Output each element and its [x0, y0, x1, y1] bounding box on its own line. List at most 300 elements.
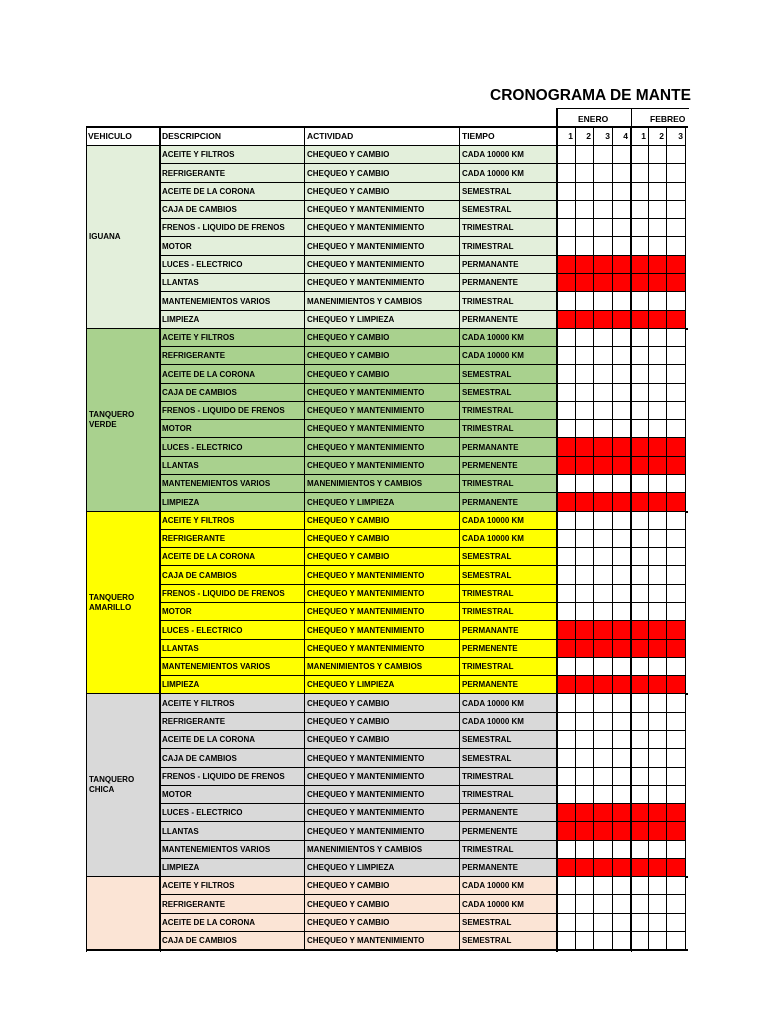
week-cell[interactable]: [594, 713, 613, 731]
week-cell[interactable]: [557, 164, 576, 183]
week-cell[interactable]: [557, 292, 576, 311]
week-cell[interactable]: [667, 493, 686, 512]
week-cell[interactable]: [613, 512, 631, 530]
week-cell[interactable]: [649, 786, 667, 804]
week-cell[interactable]: [557, 548, 576, 566]
week-cell[interactable]: [576, 804, 594, 822]
week-cell[interactable]: [649, 274, 667, 292]
week-cell[interactable]: [594, 749, 613, 768]
week-cell[interactable]: [667, 749, 686, 768]
week-cell[interactable]: [631, 329, 649, 347]
week-cell[interactable]: [557, 603, 576, 621]
week-cell[interactable]: [649, 621, 667, 640]
week-cell[interactable]: [667, 804, 686, 822]
week-cell[interactable]: [613, 219, 631, 237]
week-cell[interactable]: [613, 183, 631, 201]
week-cell[interactable]: [613, 311, 631, 329]
week-cell[interactable]: [649, 347, 667, 365]
week-cell[interactable]: [557, 219, 576, 237]
week-cell[interactable]: [613, 548, 631, 566]
week-cell[interactable]: [631, 585, 649, 603]
week-cell[interactable]: [649, 420, 667, 438]
week-cell[interactable]: [667, 932, 686, 950]
week-cell[interactable]: [557, 475, 576, 493]
week-cell[interactable]: [631, 402, 649, 420]
week-cell[interactable]: [667, 438, 686, 457]
week-cell[interactable]: [649, 822, 667, 841]
week-cell[interactable]: [631, 347, 649, 365]
week-cell[interactable]: [557, 841, 576, 859]
week-cell[interactable]: [557, 566, 576, 585]
week-cell[interactable]: [594, 384, 613, 402]
week-cell[interactable]: [649, 512, 667, 530]
week-cell[interactable]: [576, 713, 594, 731]
week-cell[interactable]: [576, 566, 594, 585]
week-cell[interactable]: [557, 731, 576, 749]
week-cell[interactable]: [649, 292, 667, 311]
week-cell[interactable]: [631, 438, 649, 457]
week-cell[interactable]: [594, 292, 613, 311]
week-cell[interactable]: [649, 841, 667, 859]
week-cell[interactable]: [557, 329, 576, 347]
week-cell[interactable]: [613, 914, 631, 932]
week-cell[interactable]: [594, 347, 613, 365]
week-cell[interactable]: [667, 384, 686, 402]
week-cell[interactable]: [631, 731, 649, 749]
week-cell[interactable]: [649, 877, 667, 895]
week-cell[interactable]: [594, 566, 613, 585]
week-cell[interactable]: [576, 365, 594, 384]
week-cell[interactable]: [649, 201, 667, 219]
week-cell[interactable]: [613, 164, 631, 183]
week-cell[interactable]: [613, 201, 631, 219]
week-cell[interactable]: [631, 822, 649, 841]
week-cell[interactable]: [594, 822, 613, 841]
week-cell[interactable]: [649, 146, 667, 164]
week-cell[interactable]: [594, 365, 613, 384]
week-cell[interactable]: [594, 877, 613, 895]
week-cell[interactable]: [613, 585, 631, 603]
week-cell[interactable]: [649, 658, 667, 676]
week-cell[interactable]: [613, 274, 631, 292]
week-cell[interactable]: [594, 420, 613, 438]
week-cell[interactable]: [631, 694, 649, 713]
week-cell[interactable]: [594, 694, 613, 713]
week-cell[interactable]: [649, 932, 667, 950]
week-cell[interactable]: [576, 237, 594, 256]
week-cell[interactable]: [576, 786, 594, 804]
week-cell[interactable]: [667, 621, 686, 640]
week-cell[interactable]: [594, 585, 613, 603]
week-cell[interactable]: [667, 164, 686, 183]
week-cell[interactable]: [631, 749, 649, 768]
week-cell[interactable]: [613, 493, 631, 512]
week-cell[interactable]: [649, 731, 667, 749]
week-cell[interactable]: [557, 402, 576, 420]
week-cell[interactable]: [576, 768, 594, 786]
week-cell[interactable]: [667, 585, 686, 603]
week-cell[interactable]: [667, 365, 686, 384]
week-cell[interactable]: [667, 841, 686, 859]
week-cell[interactable]: [594, 274, 613, 292]
week-cell[interactable]: [667, 420, 686, 438]
week-cell[interactable]: [631, 365, 649, 384]
week-cell[interactable]: [649, 402, 667, 420]
week-cell[interactable]: [576, 585, 594, 603]
week-cell[interactable]: [667, 694, 686, 713]
week-cell[interactable]: [594, 438, 613, 457]
week-cell[interactable]: [557, 713, 576, 731]
week-cell[interactable]: [576, 347, 594, 365]
week-cell[interactable]: [631, 640, 649, 658]
week-cell[interactable]: [649, 329, 667, 347]
week-cell[interactable]: [594, 237, 613, 256]
week-cell[interactable]: [667, 676, 686, 694]
week-cell[interactable]: [576, 512, 594, 530]
week-cell[interactable]: [667, 183, 686, 201]
week-cell[interactable]: [557, 804, 576, 822]
week-cell[interactable]: [631, 804, 649, 822]
week-cell[interactable]: [576, 493, 594, 512]
week-cell[interactable]: [667, 347, 686, 365]
week-cell[interactable]: [631, 548, 649, 566]
week-cell[interactable]: [576, 420, 594, 438]
week-cell[interactable]: [594, 493, 613, 512]
week-cell[interactable]: [576, 274, 594, 292]
week-cell[interactable]: [649, 256, 667, 274]
week-cell[interactable]: [613, 420, 631, 438]
week-cell[interactable]: [557, 786, 576, 804]
week-cell[interactable]: [576, 438, 594, 457]
week-cell[interactable]: [649, 530, 667, 548]
week-cell[interactable]: [649, 493, 667, 512]
week-cell[interactable]: [667, 895, 686, 914]
week-cell[interactable]: [631, 493, 649, 512]
week-cell[interactable]: [631, 859, 649, 877]
week-cell[interactable]: [613, 292, 631, 311]
week-cell[interactable]: [557, 530, 576, 548]
week-cell[interactable]: [576, 658, 594, 676]
week-cell[interactable]: [576, 731, 594, 749]
week-cell[interactable]: [613, 786, 631, 804]
week-cell[interactable]: [649, 914, 667, 932]
week-cell[interactable]: [613, 932, 631, 950]
week-cell[interactable]: [557, 768, 576, 786]
week-cell[interactable]: [594, 841, 613, 859]
week-cell[interactable]: [649, 566, 667, 585]
week-cell[interactable]: [594, 402, 613, 420]
week-cell[interactable]: [649, 640, 667, 658]
week-cell[interactable]: [631, 384, 649, 402]
week-cell[interactable]: [649, 365, 667, 384]
week-cell[interactable]: [649, 694, 667, 713]
week-cell[interactable]: [667, 237, 686, 256]
week-cell[interactable]: [557, 457, 576, 475]
week-cell[interactable]: [594, 183, 613, 201]
week-cell[interactable]: [613, 256, 631, 274]
week-cell[interactable]: [631, 530, 649, 548]
week-cell[interactable]: [667, 914, 686, 932]
week-cell[interactable]: [613, 237, 631, 256]
week-cell[interactable]: [557, 749, 576, 768]
week-cell[interactable]: [667, 274, 686, 292]
week-cell[interactable]: [576, 146, 594, 164]
week-cell[interactable]: [576, 694, 594, 713]
week-cell[interactable]: [557, 237, 576, 256]
week-cell[interactable]: [557, 895, 576, 914]
week-cell[interactable]: [667, 658, 686, 676]
week-cell[interactable]: [576, 914, 594, 932]
week-cell[interactable]: [631, 566, 649, 585]
week-cell[interactable]: [594, 201, 613, 219]
week-cell[interactable]: [667, 292, 686, 311]
week-cell[interactable]: [576, 457, 594, 475]
week-cell[interactable]: [594, 164, 613, 183]
week-cell[interactable]: [613, 475, 631, 493]
week-cell[interactable]: [649, 237, 667, 256]
week-cell[interactable]: [649, 548, 667, 566]
week-cell[interactable]: [576, 859, 594, 877]
week-cell[interactable]: [576, 603, 594, 621]
week-cell[interactable]: [576, 676, 594, 694]
week-cell[interactable]: [613, 841, 631, 859]
week-cell[interactable]: [557, 438, 576, 457]
week-cell[interactable]: [594, 786, 613, 804]
week-cell[interactable]: [557, 256, 576, 274]
week-cell[interactable]: [594, 603, 613, 621]
week-cell[interactable]: [557, 859, 576, 877]
week-cell[interactable]: [557, 384, 576, 402]
week-cell[interactable]: [613, 822, 631, 841]
week-cell[interactable]: [631, 676, 649, 694]
week-cell[interactable]: [631, 895, 649, 914]
week-cell[interactable]: [576, 749, 594, 768]
week-cell[interactable]: [594, 658, 613, 676]
week-cell[interactable]: [594, 457, 613, 475]
week-cell[interactable]: [613, 804, 631, 822]
week-cell[interactable]: [667, 640, 686, 658]
week-cell[interactable]: [631, 658, 649, 676]
week-cell[interactable]: [594, 676, 613, 694]
week-cell[interactable]: [649, 713, 667, 731]
week-cell[interactable]: [667, 603, 686, 621]
week-cell[interactable]: [613, 329, 631, 347]
week-cell[interactable]: [576, 640, 594, 658]
week-cell[interactable]: [613, 731, 631, 749]
week-cell[interactable]: [576, 164, 594, 183]
week-cell[interactable]: [631, 841, 649, 859]
week-cell[interactable]: [667, 402, 686, 420]
week-cell[interactable]: [631, 274, 649, 292]
week-cell[interactable]: [667, 530, 686, 548]
week-cell[interactable]: [576, 384, 594, 402]
week-cell[interactable]: [613, 658, 631, 676]
week-cell[interactable]: [649, 183, 667, 201]
week-cell[interactable]: [667, 877, 686, 895]
week-cell[interactable]: [613, 530, 631, 548]
week-cell[interactable]: [631, 877, 649, 895]
week-cell[interactable]: [557, 493, 576, 512]
week-cell[interactable]: [649, 384, 667, 402]
week-cell[interactable]: [667, 859, 686, 877]
week-cell[interactable]: [576, 311, 594, 329]
week-cell[interactable]: [594, 256, 613, 274]
week-cell[interactable]: [667, 457, 686, 475]
week-cell[interactable]: [613, 694, 631, 713]
week-cell[interactable]: [594, 548, 613, 566]
week-cell[interactable]: [594, 311, 613, 329]
week-cell[interactable]: [667, 219, 686, 237]
week-cell[interactable]: [667, 548, 686, 566]
week-cell[interactable]: [613, 859, 631, 877]
week-cell[interactable]: [613, 676, 631, 694]
week-cell[interactable]: [576, 201, 594, 219]
week-cell[interactable]: [613, 640, 631, 658]
week-cell[interactable]: [649, 475, 667, 493]
week-cell[interactable]: [576, 841, 594, 859]
week-cell[interactable]: [649, 676, 667, 694]
week-cell[interactable]: [631, 457, 649, 475]
week-cell[interactable]: [594, 895, 613, 914]
week-cell[interactable]: [576, 329, 594, 347]
week-cell[interactable]: [613, 895, 631, 914]
week-cell[interactable]: [576, 475, 594, 493]
week-cell[interactable]: [613, 438, 631, 457]
week-cell[interactable]: [594, 530, 613, 548]
week-cell[interactable]: [631, 420, 649, 438]
week-cell[interactable]: [631, 292, 649, 311]
week-cell[interactable]: [576, 219, 594, 237]
week-cell[interactable]: [557, 914, 576, 932]
week-cell[interactable]: [613, 621, 631, 640]
week-cell[interactable]: [557, 822, 576, 841]
week-cell[interactable]: [594, 621, 613, 640]
week-cell[interactable]: [557, 585, 576, 603]
week-cell[interactable]: [557, 201, 576, 219]
week-cell[interactable]: [557, 311, 576, 329]
week-cell[interactable]: [576, 822, 594, 841]
week-cell[interactable]: [613, 347, 631, 365]
week-cell[interactable]: [631, 475, 649, 493]
week-cell[interactable]: [613, 146, 631, 164]
week-cell[interactable]: [667, 566, 686, 585]
week-cell[interactable]: [667, 146, 686, 164]
week-cell[interactable]: [649, 804, 667, 822]
week-cell[interactable]: [649, 895, 667, 914]
week-cell[interactable]: [649, 768, 667, 786]
week-cell[interactable]: [649, 311, 667, 329]
week-cell[interactable]: [631, 311, 649, 329]
week-cell[interactable]: [649, 219, 667, 237]
week-cell[interactable]: [667, 768, 686, 786]
week-cell[interactable]: [576, 621, 594, 640]
week-cell[interactable]: [613, 457, 631, 475]
week-cell[interactable]: [631, 237, 649, 256]
week-cell[interactable]: [631, 621, 649, 640]
week-cell[interactable]: [594, 768, 613, 786]
week-cell[interactable]: [649, 603, 667, 621]
week-cell[interactable]: [631, 201, 649, 219]
week-cell[interactable]: [557, 932, 576, 950]
week-cell[interactable]: [649, 164, 667, 183]
week-cell[interactable]: [631, 164, 649, 183]
week-cell[interactable]: [557, 183, 576, 201]
week-cell[interactable]: [576, 402, 594, 420]
week-cell[interactable]: [631, 603, 649, 621]
week-cell[interactable]: [631, 914, 649, 932]
week-cell[interactable]: [631, 512, 649, 530]
week-cell[interactable]: [613, 566, 631, 585]
week-cell[interactable]: [576, 895, 594, 914]
week-cell[interactable]: [594, 914, 613, 932]
week-cell[interactable]: [667, 256, 686, 274]
week-cell[interactable]: [557, 146, 576, 164]
week-cell[interactable]: [594, 146, 613, 164]
week-cell[interactable]: [667, 311, 686, 329]
week-cell[interactable]: [631, 786, 649, 804]
week-cell[interactable]: [594, 329, 613, 347]
week-cell[interactable]: [613, 365, 631, 384]
week-cell[interactable]: [576, 548, 594, 566]
week-cell[interactable]: [631, 183, 649, 201]
week-cell[interactable]: [557, 420, 576, 438]
week-cell[interactable]: [631, 713, 649, 731]
week-cell[interactable]: [576, 877, 594, 895]
week-cell[interactable]: [557, 694, 576, 713]
week-cell[interactable]: [667, 786, 686, 804]
week-cell[interactable]: [594, 475, 613, 493]
week-cell[interactable]: [557, 658, 576, 676]
week-cell[interactable]: [576, 932, 594, 950]
week-cell[interactable]: [557, 512, 576, 530]
week-cell[interactable]: [576, 256, 594, 274]
week-cell[interactable]: [613, 603, 631, 621]
week-cell[interactable]: [594, 731, 613, 749]
week-cell[interactable]: [613, 877, 631, 895]
week-cell[interactable]: [667, 201, 686, 219]
week-cell[interactable]: [649, 438, 667, 457]
week-cell[interactable]: [557, 274, 576, 292]
week-cell[interactable]: [576, 183, 594, 201]
week-cell[interactable]: [613, 402, 631, 420]
week-cell[interactable]: [631, 932, 649, 950]
week-cell[interactable]: [613, 384, 631, 402]
week-cell[interactable]: [631, 219, 649, 237]
week-cell[interactable]: [576, 292, 594, 311]
week-cell[interactable]: [594, 859, 613, 877]
week-cell[interactable]: [667, 713, 686, 731]
week-cell[interactable]: [557, 640, 576, 658]
week-cell[interactable]: [557, 621, 576, 640]
week-cell[interactable]: [613, 713, 631, 731]
week-cell[interactable]: [557, 877, 576, 895]
week-cell[interactable]: [557, 676, 576, 694]
week-cell[interactable]: [649, 585, 667, 603]
week-cell[interactable]: [594, 219, 613, 237]
week-cell[interactable]: [649, 859, 667, 877]
week-cell[interactable]: [631, 768, 649, 786]
week-cell[interactable]: [649, 457, 667, 475]
week-cell[interactable]: [631, 256, 649, 274]
week-cell[interactable]: [667, 731, 686, 749]
week-cell[interactable]: [631, 146, 649, 164]
week-cell[interactable]: [667, 822, 686, 841]
week-cell[interactable]: [667, 329, 686, 347]
week-cell[interactable]: [613, 749, 631, 768]
week-cell[interactable]: [557, 347, 576, 365]
week-cell[interactable]: [649, 749, 667, 768]
week-cell[interactable]: [613, 768, 631, 786]
